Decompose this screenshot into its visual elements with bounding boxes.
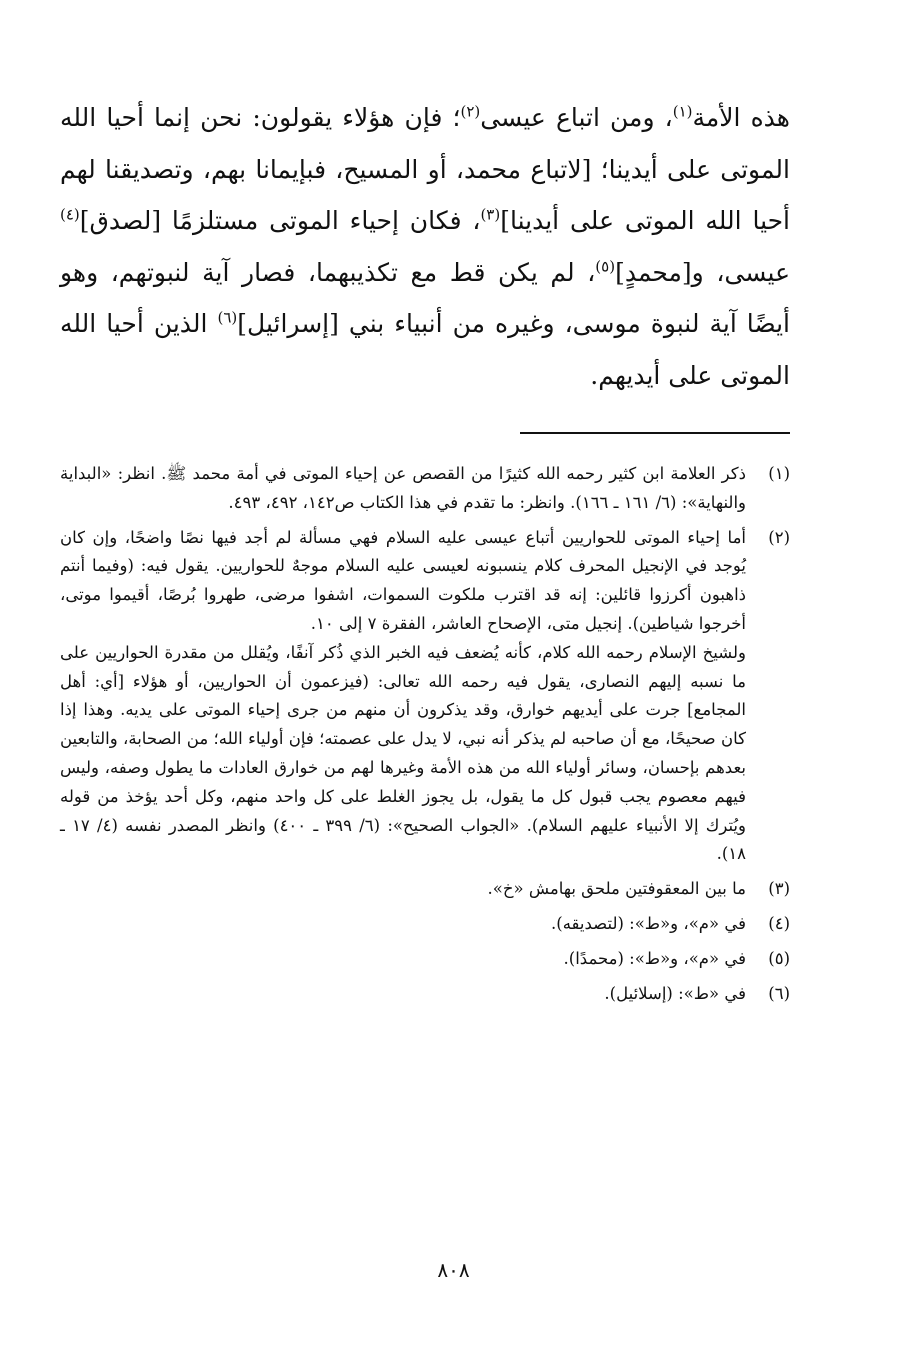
footnote-number: (٥) xyxy=(768,948,790,968)
footnote-1 xyxy=(60,460,790,518)
footnote-body xyxy=(60,460,746,518)
main-text-segment: عيسى، و[محمدٍ] xyxy=(615,257,790,287)
footnote-paragraph: ما بين المعقوفتين ملحق بهامش «خ». xyxy=(487,879,746,899)
footnote-ref-4[interactable]: (٤) xyxy=(60,205,80,224)
footnote-paragraph: ذكر العلامة ابن كثير رحمه الله كثيرًا من القصص عن إحياء الموتى في أمة محمد ﷺ. انظر: «البداية والنهاية»: (٦/ ١٦١ ـ ١٦٦). وانظر: ما تقدم في هذا الكتاب ص١٤٢، ٤٩٢، ٤٩٣. xyxy=(60,464,746,512)
footnote-number: (١) xyxy=(768,464,790,483)
footnote-paragraph: في «م»، و«ط»: (لتصديقه). xyxy=(551,913,746,933)
footnote-number: (٣) xyxy=(768,879,790,899)
footnote-paragraph: في «م»، و«ط»: (محمدًا). xyxy=(563,948,746,968)
footnote-divider xyxy=(520,432,790,434)
footnote-ref-2[interactable]: (٢) xyxy=(460,102,481,121)
main-text-segment: الذين أحيا الله الموتى على أيديهم. xyxy=(60,309,790,390)
footnote-3 xyxy=(60,875,790,904)
footnote-body xyxy=(60,875,746,904)
main-text-segment: ، ومن اتباع عيسى xyxy=(480,103,673,132)
footnotes xyxy=(60,460,790,1014)
footnote-number: (٤) xyxy=(768,913,790,933)
page-number: ٨٠٨ xyxy=(437,1258,470,1282)
footnote-body xyxy=(60,980,746,1009)
main-text-segment: ؛ فإن هؤلاء يقولون: نحن إنما أحيا الله الموتى على أيدينا؛ [لاتباع محمد، أو المسيح، فبإيمانا بهم، وتصديقنا لهم أحيا الله الموتى على أيدينا] xyxy=(60,103,791,235)
footnote-number: (٢) xyxy=(768,527,790,547)
footnote-2 xyxy=(60,524,790,870)
main-text-segment: هذه الأمة xyxy=(692,103,790,132)
main-text-segment: ، لم يكن قط مع تكذيبهما، فصار آية لنبوتهم، وهو أيضًا آية لنبوة موسى، وغيره من أنبياء بني [إسرائيل] xyxy=(60,257,790,338)
footnote-body xyxy=(60,945,746,974)
footnote-ref-1[interactable]: (١) xyxy=(672,102,693,121)
main-text-segment: ، فكان إحياء الموتى مستلزمًا [لصدق] xyxy=(79,206,481,235)
footnote-5 xyxy=(60,945,790,974)
footnote-ref-3[interactable]: (٣) xyxy=(480,205,501,224)
footnote-body xyxy=(60,910,746,939)
footnote-body xyxy=(60,524,746,870)
footnote-ref-5[interactable]: (٥) xyxy=(595,257,616,276)
footnote-paragraph: أما إحياء الموتى للحواريين أتباع عيسى عليه السلام فهي مسألة لم أجد فيها نصًا واضحًا، وإن كان يُوجد في الإنجيل المحرف كلام ينسبونه لعيسى عليه السلام موجهٌ للحواريين. يقول فيه: (وفيما أنتم ذاهبون أكرزوا قائلين: إنه قد اقترب ملكوت السموات، اشفوا مرضى، طهروا بُرصًا، أقيموا موتى، أخرجوا شياطين). إنجيل متى، الإصحاح العاشر، الفقرة ٧ إلى ١٠. xyxy=(60,527,746,633)
footnote-paragraph: في «ط»: (إسلائيل). xyxy=(604,983,746,1003)
main-paragraph xyxy=(60,92,790,401)
footnote-6 xyxy=(60,980,790,1009)
page xyxy=(60,92,791,1003)
footnote-4 xyxy=(60,910,790,939)
footnote-number: (٦) xyxy=(768,983,790,1003)
footnote-paragraph: ولشيخ الإسلام رحمه الله كلام، كأنه يُضعف فيه الخبر الذي ذُكر آنفًا، ويُقلل من مقدرة الحواريين على ما نسبه إليهم النصارى، يقول فيه رحمه الله تعالى: (فيزعمون أن الحواريين، أو هؤلاء [أي: أهل المجامع] جرت على أيديهم خوارق، وقد يذكرون أن منهم من جرى إحياء الموتى على يديه. وهذا إذا كان صحيحًا، مع أن صاحبه لم يذكر أنه نبي، لا يدل على عصمته؛ فإن أولياء الله؛ من الصحابة، والتابعين بعدهم بإحسان، وسائر أولياء الله من هذه الأمة وغيرها لهم من خوارق العادات ما يطول وصفه، وليس فيهم معصوم يجب قبول كل ما يقول، بل يجوز الغلط على كل واحد منهم، وكل أحد يؤخذ من قوله ويُترك إلا الأنبياء عليهم السلام). «الجواب الصحيح»: (٦/ ٣٩٩ ـ ٤٠٠) وانظر المصدر نفسه (٤/ ١٧ ـ ١٨). xyxy=(60,642,746,864)
footnote-ref-6[interactable]: (٦) xyxy=(217,308,238,327)
